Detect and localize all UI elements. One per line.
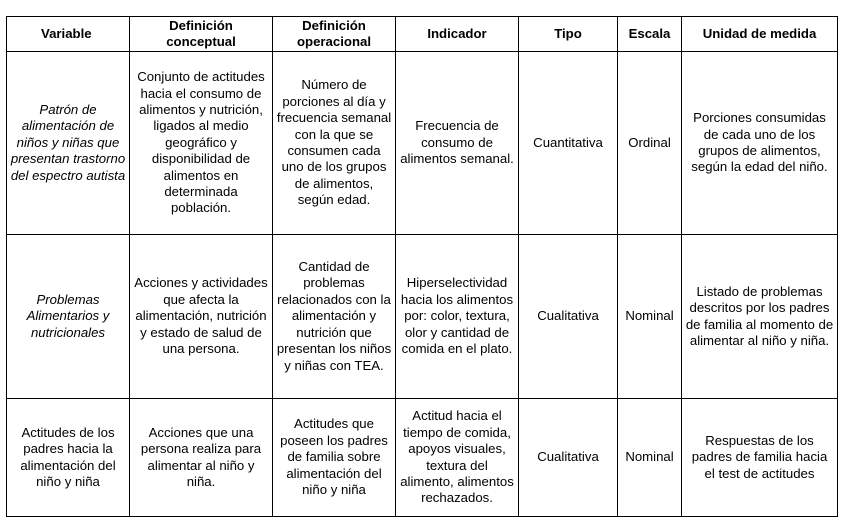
cell-variable: Actitudes de los padres hacia la alimentación del niño y niña: [7, 399, 130, 517]
cell-tipo: Cualitativa: [519, 399, 618, 517]
document-page: [6, 16, 838, 517]
cell-unidad-de-medida: Respuestas de los padres de familia hacia el test de actitudes: [682, 399, 838, 517]
cell-definicion-conceptual: Conjunto de actitudes hacia el consumo de alimentos y nutrición, ligados al medio geográfico y disponibilidad de alimentos en determinada población.: [130, 52, 273, 235]
cell-tipo: Cualitativa: [519, 235, 618, 399]
cell-definicion-operacional: Actitudes que poseen los padres de familia sobre alimentación del niño y niña: [273, 399, 396, 517]
cell-definicion-conceptual: Acciones y actividades que afecta la alimentación, nutrición y estado de salud de una persona.: [130, 235, 273, 399]
cell-tipo: Cuantitativa: [519, 52, 618, 235]
cell-escala: Nominal: [618, 399, 682, 517]
table-row: [7, 52, 838, 235]
cell-escala: Nominal: [618, 235, 682, 399]
cell-unidad-de-medida: Porciones consumidas de cada uno de los grupos de alimentos, según la edad del niño.: [682, 52, 838, 235]
cell-definicion-operacional: Cantidad de problemas relacionados con la alimentación y nutrición que presentan los niños y niñas con TEA.: [273, 235, 396, 399]
cell-escala: Ordinal: [618, 52, 682, 235]
cell-definicion-conceptual: Acciones que una persona realiza para alimentar al niño y niña.: [130, 399, 273, 517]
cell-indicador: Actitud hacia el tiempo de comida, apoyos visuales, textura del alimento, alimentos rechazados.: [396, 399, 519, 517]
cell-variable: Problemas Alimentarios y nutricionales: [7, 235, 130, 399]
cell-definicion-operacional: Número de porciones al día y frecuencia semanal con la que se consumen cada uno de los grupos de alimentos, según edad.: [273, 52, 396, 235]
header-tipo: Tipo: [519, 17, 618, 52]
header-definicion-operacional: Definición operacional: [273, 17, 396, 52]
header-indicador: Indicador: [396, 17, 519, 52]
header-escala: Escala: [618, 17, 682, 52]
variables-table: [6, 16, 838, 517]
table-row: [7, 235, 838, 399]
cell-variable: Patrón de alimentación de niños y niñas que presentan trastorno del espectro autista: [7, 52, 130, 235]
header-row: [7, 17, 838, 52]
cell-unidad-de-medida: Listado de problemas descritos por los padres de familia al momento de alimentar al niño y niña.: [682, 235, 838, 399]
header-unidad-de-medida: Unidad de medida: [682, 17, 838, 52]
cell-indicador: Hiperselectividad hacia los alimentos por: color, textura, olor y cantidad de comida en el plato.: [396, 235, 519, 399]
table-row: [7, 399, 838, 517]
header-variable: Variable: [7, 17, 130, 52]
header-definicion-conceptual: Definición conceptual: [130, 17, 273, 52]
cell-indicador: Frecuencia de consumo de alimentos semanal.: [396, 52, 519, 235]
